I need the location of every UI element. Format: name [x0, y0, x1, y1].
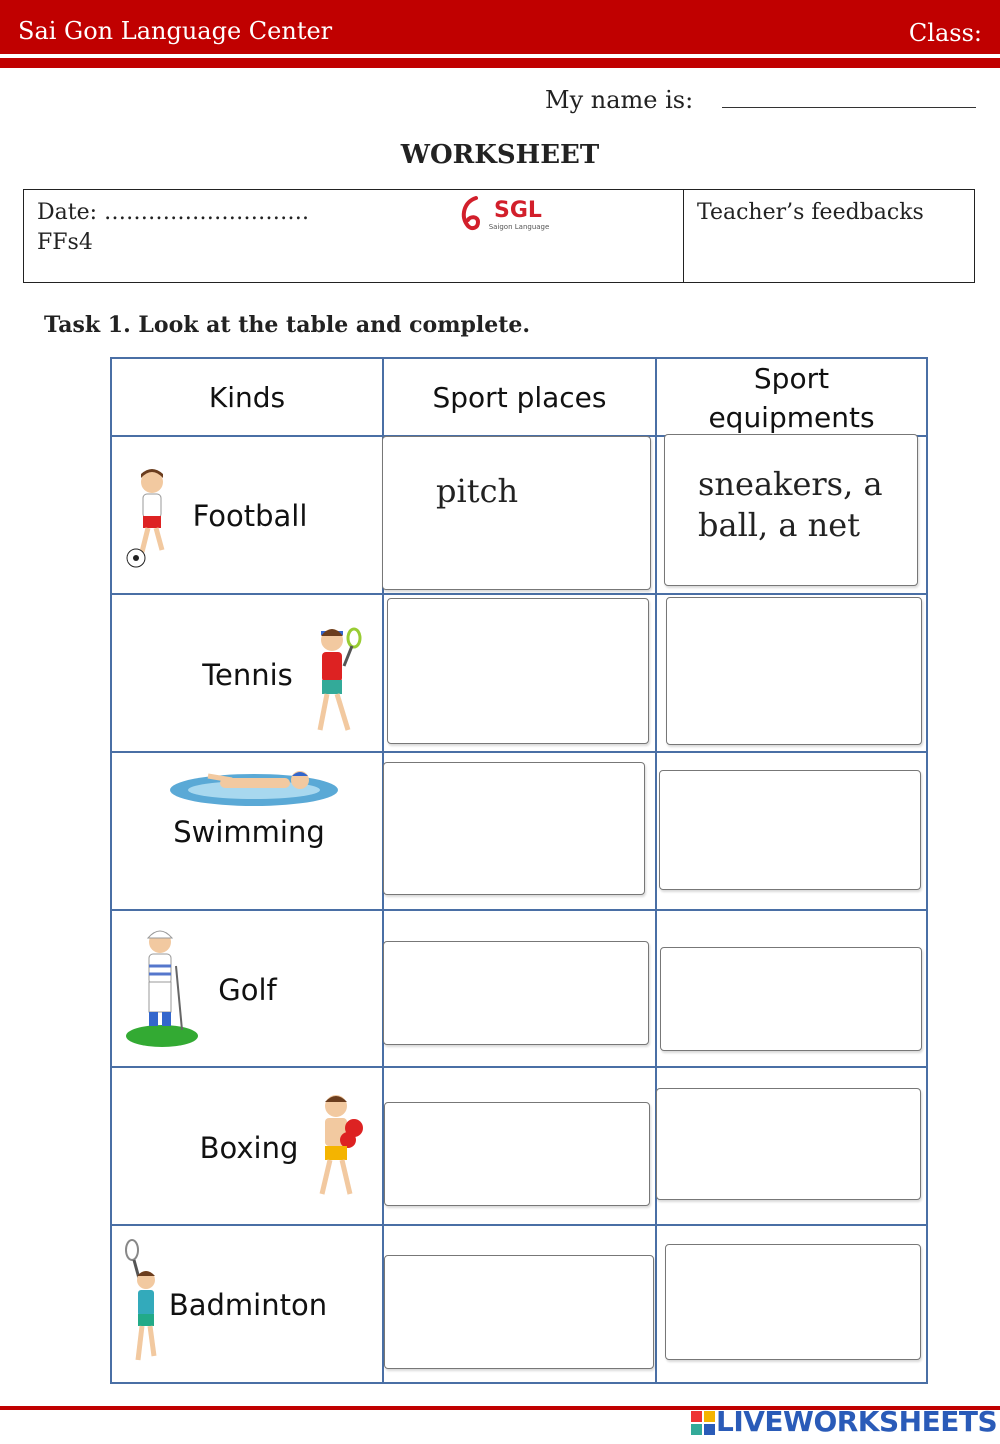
grid-line	[926, 357, 928, 1384]
grid-line	[655, 357, 657, 1384]
place-answer: pitch	[436, 472, 519, 510]
worksheet-code: FFs4	[37, 230, 93, 255]
place-answer-box[interactable]	[384, 1102, 650, 1206]
equipment-answer-box[interactable]	[660, 947, 922, 1051]
kind-label: Tennis	[202, 658, 293, 692]
equipment-answer-line-2: ball, a net	[698, 506, 861, 544]
sgl-logo	[456, 192, 566, 236]
grid-line	[110, 357, 928, 359]
grid-line	[110, 909, 928, 911]
grid-line	[110, 593, 928, 595]
column-header-sport-equipments: Sport	[753, 362, 830, 395]
place-answer-box[interactable]	[383, 941, 649, 1045]
kind-label: Swimming	[173, 815, 325, 849]
place-answer-box[interactable]	[387, 598, 649, 744]
svg-text:Saigon Language: Saigon Language	[488, 223, 550, 231]
grid-line	[110, 1382, 928, 1384]
boxer-icon	[308, 1090, 366, 1202]
feedback-label: Teacher’s feedbacks	[697, 200, 924, 225]
column-header-sport-equipments-2: equipments	[708, 401, 875, 434]
info-box	[23, 189, 975, 283]
tennis-player-icon	[308, 618, 364, 738]
column-header-kinds: Kinds	[208, 381, 286, 414]
grid-line	[110, 751, 928, 753]
badminton-player-icon	[120, 1236, 164, 1368]
grid-line	[110, 1224, 928, 1226]
equipment-answer-box[interactable]	[665, 1244, 921, 1360]
page-title: WORKSHEET	[400, 140, 600, 170]
swimmer-icon	[168, 760, 340, 810]
equipment-answer-line-1: sneakers, a	[698, 465, 883, 503]
liveworksheets-logo-icon	[690, 1410, 716, 1436]
info-divider	[683, 190, 684, 282]
name-field[interactable]	[722, 107, 976, 108]
class-label: Class:	[908, 19, 982, 47]
place-answer-box[interactable]	[383, 762, 645, 895]
liveworksheets-brand: LIVEWORKSHEETS	[716, 1405, 998, 1438]
golfer-icon	[124, 926, 200, 1050]
grid-line	[110, 357, 112, 1384]
kind-label: Golf	[218, 973, 277, 1007]
equipment-answer-box[interactable]	[659, 770, 921, 890]
grid-line	[110, 1066, 928, 1068]
kind-label: Badminton	[168, 1288, 328, 1322]
place-answer-box[interactable]	[384, 1255, 654, 1369]
center-name: Sai Gon Language Center	[18, 17, 333, 45]
task-title: Task 1. Look at the table and complete.	[44, 312, 531, 338]
svg-text:SGL: SGL	[494, 198, 542, 223]
kind-label: Football	[192, 499, 308, 533]
kind-label: Boxing	[199, 1131, 299, 1165]
name-label: My name is:	[545, 86, 694, 114]
equipment-answer-box[interactable]	[656, 1088, 921, 1200]
equipment-answer-box[interactable]	[666, 597, 922, 745]
column-header-sport-places: Sport places	[432, 381, 607, 414]
football-player-icon	[126, 468, 172, 572]
place-answer-box[interactable]	[382, 436, 651, 590]
date-label: Date: ……………………….	[37, 200, 310, 225]
header-divider	[0, 58, 1000, 68]
